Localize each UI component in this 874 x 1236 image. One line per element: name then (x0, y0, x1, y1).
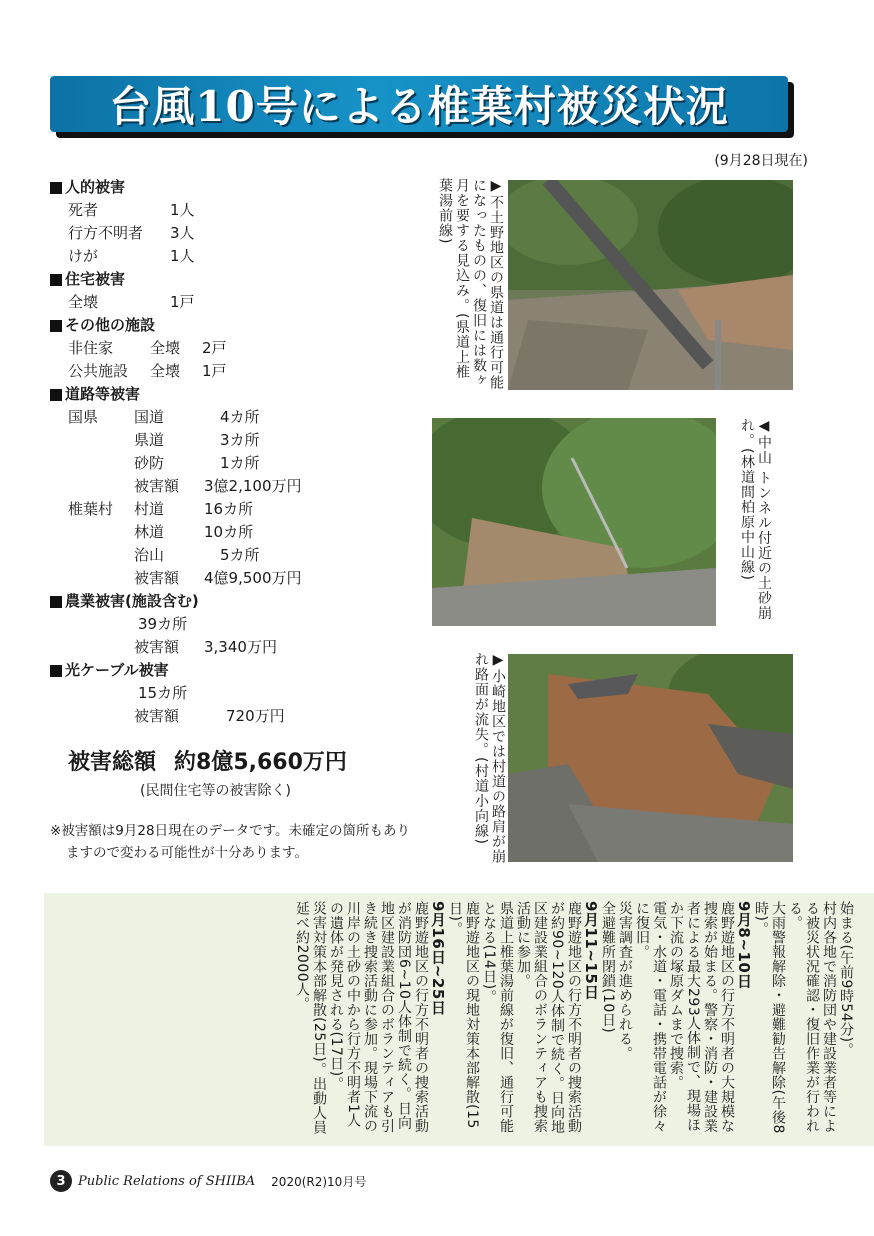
landslide-photo-2 (432, 418, 716, 626)
chronology-entry: 始まる(午前9時54分)。 (838, 901, 854, 1058)
chronology-date-heading: 9月8~10日 (735, 901, 753, 989)
edition-label: 2020(R2)10月号 (271, 1174, 367, 1189)
as-of-date: (9月28日現在) (714, 153, 808, 169)
photo-road-futono (508, 180, 793, 390)
banner-bar (50, 76, 788, 132)
landslide-photo-1 (508, 180, 793, 390)
total-value: 約8億5,660万円 (174, 750, 347, 775)
damage-row: 被害額 720万円 (134, 707, 285, 725)
chronology-entry: 村内各地で消防団や建設業者等による被災状況確認・復旧作業が行われる。 (787, 901, 837, 1133)
square-bullet-icon (50, 182, 62, 194)
photo-caption-1: ▶不土野地区の県道は通行可能になったものの、復旧には数ヶ月を要する見込み。(県道上椎葉湯前線) (437, 178, 504, 390)
damage-row: 林道 10カ所 (134, 523, 254, 541)
chronology-entry: 災害対策本部解散(25日)。出動人員延べ約2000人。 (294, 901, 327, 1135)
damage-row: 死者 1人 (68, 201, 195, 219)
damage-row: 39カ所 (138, 615, 188, 633)
damage-row: 公共施設 全壊 1戸 (68, 362, 227, 380)
chronology-entry: 鹿野遊地区の現地対策本部解散(15日)。 (447, 901, 480, 1129)
damage-row: 県道 3カ所 (134, 431, 260, 449)
damage-list (50, 176, 420, 728)
damage-row: 砂防 1カ所 (134, 454, 260, 472)
damage-row: けが 1人 (68, 247, 195, 265)
chronology-entry: 鹿野遊地区の行方不明者の捜索活動が約90~120人体制で続く。日向地区建設業組合のボランティアも捜索活動に参加。 (515, 901, 582, 1135)
section-heading-other-facilities: その他の施設 (50, 314, 420, 337)
chronology-entry: 災害調査が進められる。 (617, 901, 633, 1061)
damage-row: 椎葉村 村道 16カ所 (68, 500, 254, 518)
damage-row: 国県 国道 4カ所 (68, 408, 260, 426)
photo-caption-3: ▶小崎地区では村道の路肩が崩れ路面が流失。(村道小向線) (473, 652, 506, 864)
damage-row: 被害額 3億2,100万円 (134, 477, 302, 495)
square-bullet-icon (50, 274, 62, 286)
damage-total (68, 745, 347, 776)
square-bullet-icon (50, 320, 62, 332)
damage-row: 15カ所 (138, 684, 188, 702)
square-bullet-icon (50, 665, 62, 677)
photo-caption-2: ◀中山 トンネル付近の土砂崩れ。(林道間柏原中山線) (739, 418, 772, 621)
square-bullet-icon (50, 389, 62, 401)
chronology-entry: 県道上椎葉湯前線が復旧、通行可能となる(14日)。 (481, 901, 514, 1133)
chronology-entry: 鹿野遊地区の行方不明者の大規模な捜索が始まる。警察・消防・建設業者による最大293人体制で、現場ほか下流の塚原ダムまで捜索。 (668, 901, 735, 1133)
landslide-photo-3 (508, 654, 793, 862)
square-bullet-icon (50, 596, 62, 608)
section-heading-roads: 道路等被害 (50, 383, 420, 406)
chronology-text (293, 901, 854, 1141)
total-label: 被害総額 (68, 750, 157, 775)
chronology-date-heading: 9月16日~25日 (429, 901, 447, 1016)
damage-row: 治山 5カ所 (134, 546, 260, 564)
title-banner (50, 76, 794, 138)
damage-row: 全壊 1戸 (68, 293, 195, 311)
damage-row: 被害額 4億9,500万円 (134, 569, 302, 587)
section-heading-human: 人的被害 (50, 176, 420, 199)
damage-row: 被害額 3,340万円 (134, 638, 277, 656)
photo-kozaki (508, 654, 793, 862)
section-heading-housing: 住宅被害 (50, 268, 420, 291)
chronology-entry: 大雨警報解除・避難勧告解除(午後8時)。 (753, 901, 786, 1134)
publication-name: Public Relations of SHIIBA (78, 1173, 256, 1189)
section-heading-agriculture: 農業被害(施設含む) (50, 590, 420, 613)
damage-row: 行方不明者 3人 (68, 224, 195, 242)
chronology-date-heading: 9月11~15日 (582, 901, 600, 1000)
footnote: ※被害額は9月28日現在のデータです。未確定の箇所もありますので変わる可能性が十分あります。 (50, 823, 410, 861)
chronology-entry: 電気・水道・電話・携帯電話が徐々に復旧。 (634, 901, 667, 1133)
section-heading-fiber: 光ケーブル被害 (50, 659, 420, 682)
chronology-panel (44, 893, 874, 1146)
photo-nakayama (432, 418, 716, 626)
page-title: 台風10号による椎葉村被災状況 (109, 82, 729, 131)
page-footer (50, 1170, 366, 1192)
total-note: (民間住宅等の被害除く) (140, 783, 291, 799)
page-number: 3 (50, 1170, 72, 1192)
chronology-entry: 鹿野遊地区の行方不明者の捜索活動が消防団6~10人体制で続く。日向地区建設業組合のボランティアも引き続き捜索活動に参加。現場下流の川岸の土砂の中から行方不明者1人の遺体が発見される(17日)。 (328, 901, 429, 1133)
chronology-entry: 全避難所閉鎖(10日) (600, 901, 616, 1034)
damage-row: 非住家 全壊 2戸 (68, 339, 227, 357)
